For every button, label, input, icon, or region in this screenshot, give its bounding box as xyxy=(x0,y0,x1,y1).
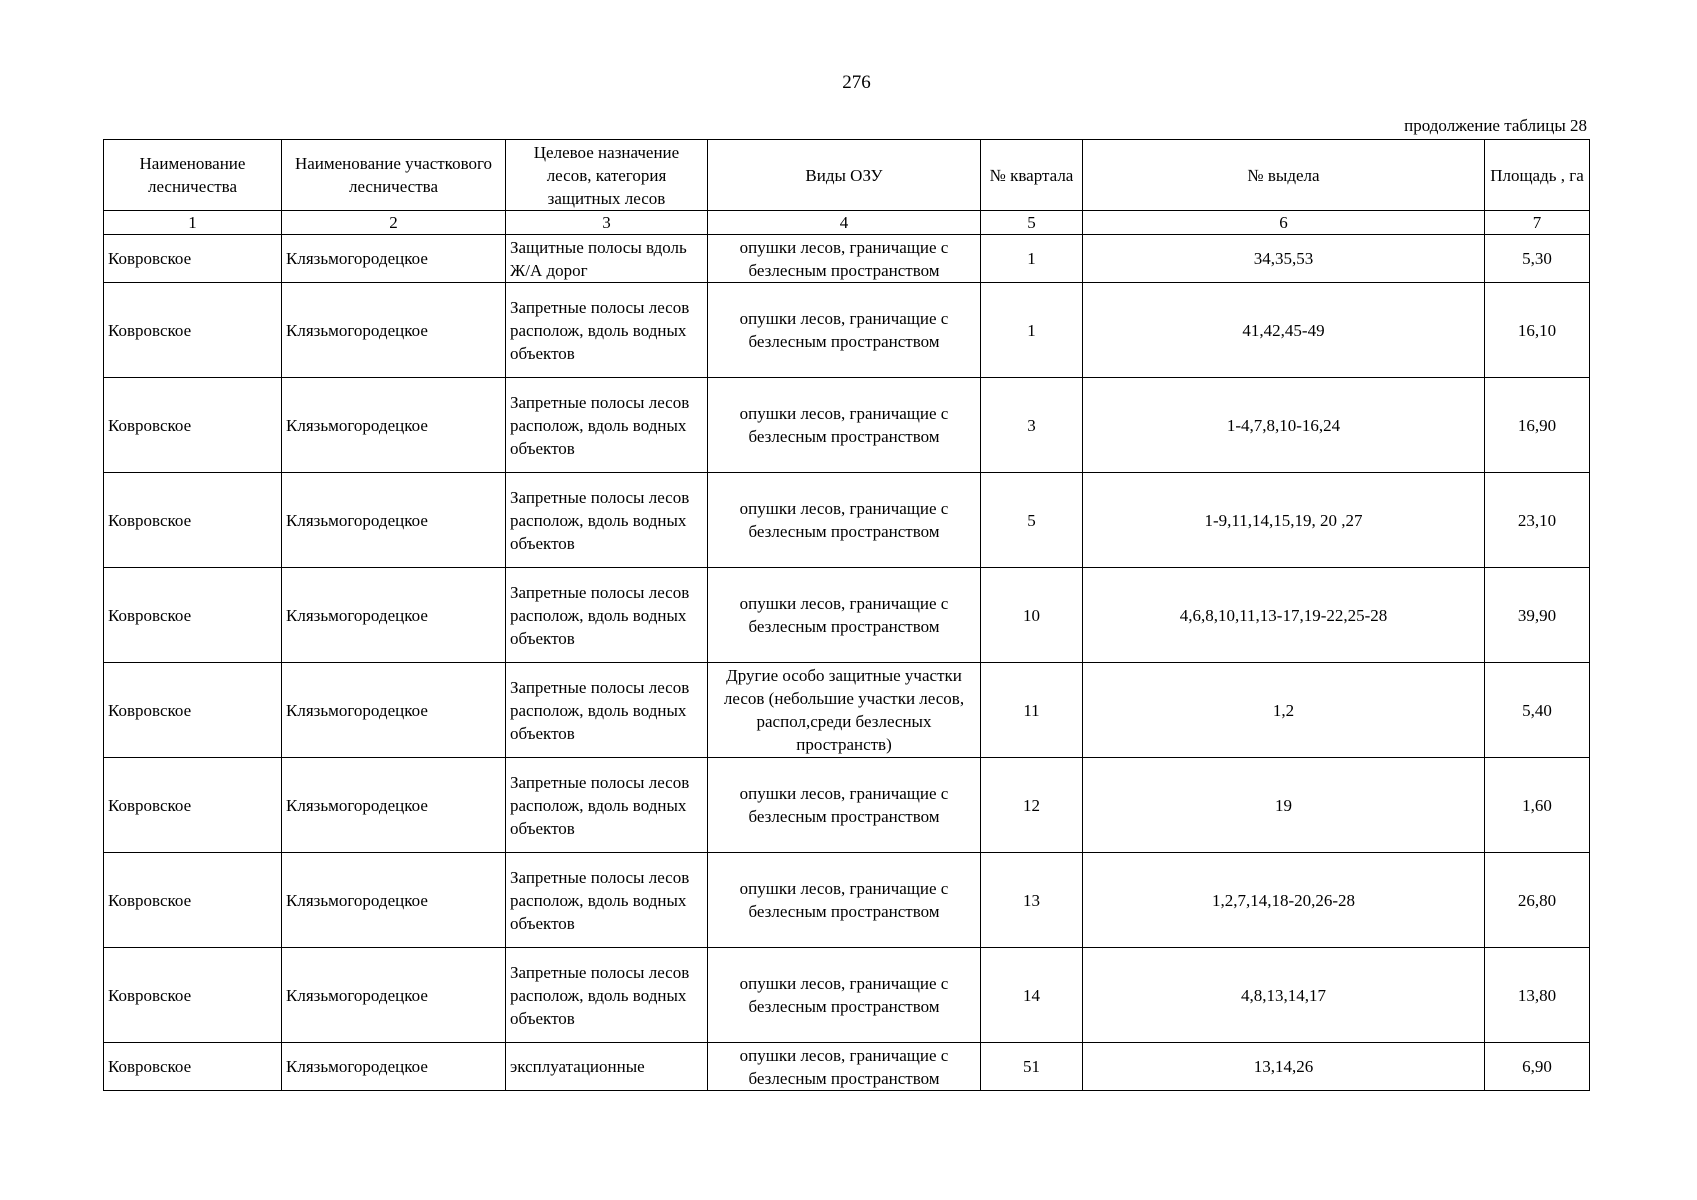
cell-district: Клязьмогородецкое xyxy=(282,663,506,758)
column-number: 5 xyxy=(981,211,1083,235)
cell-area: 26,80 xyxy=(1485,853,1590,948)
cell-forestry: Ковровское xyxy=(104,568,282,663)
cell-district: Клязьмогородецкое xyxy=(282,378,506,473)
column-number: 3 xyxy=(506,211,708,235)
ozu-table xyxy=(103,139,1590,1091)
cell-ozu-type: опушки лесов, граничащие с безлесным пространством xyxy=(708,568,981,663)
cell-plots: 19 xyxy=(1083,758,1485,853)
page-number: 276 xyxy=(842,72,871,93)
table-row xyxy=(104,473,1590,568)
cell-quarter: 14 xyxy=(981,948,1083,1043)
table-row xyxy=(104,758,1590,853)
cell-area: 16,10 xyxy=(1485,283,1590,378)
cell-area: 5,40 xyxy=(1485,663,1590,758)
cell-quarter: 51 xyxy=(981,1043,1083,1091)
header-area: Площадь , га xyxy=(1485,140,1590,211)
cell-ozu-type: Другие особо защитные участки лесов (небольшие участки лесов, распол,среди безлесных пространств) xyxy=(708,663,981,758)
cell-ozu-type: опушки лесов, граничащие с безлесным пространством xyxy=(708,283,981,378)
cell-plots: 1,2 xyxy=(1083,663,1485,758)
table-row xyxy=(104,568,1590,663)
cell-area: 1,60 xyxy=(1485,758,1590,853)
cell-ozu-type: опушки лесов, граничащие с безлесным пространством xyxy=(708,473,981,568)
header-purpose: Целевое назначение лесов, категория защитных лесов xyxy=(506,140,708,211)
cell-ozu-type: опушки лесов, граничащие с безлесным пространством xyxy=(708,853,981,948)
header-ozu-type: Виды ОЗУ xyxy=(708,140,981,211)
cell-district: Клязьмогородецкое xyxy=(282,568,506,663)
cell-forestry: Ковровское xyxy=(104,473,282,568)
cell-district: Клязьмогородецкое xyxy=(282,948,506,1043)
cell-district: Клязьмогородецкое xyxy=(282,283,506,378)
table-continuation-note: продолжение таблицы 28 xyxy=(1404,116,1587,135)
column-number: 7 xyxy=(1485,211,1590,235)
cell-quarter: 13 xyxy=(981,853,1083,948)
cell-plots: 34,35,53 xyxy=(1083,235,1485,283)
cell-area: 23,10 xyxy=(1485,473,1590,568)
cell-purpose: Запретные полосы лесов располож, вдоль водных объектов xyxy=(506,758,708,853)
cell-quarter: 11 xyxy=(981,663,1083,758)
cell-area: 16,90 xyxy=(1485,378,1590,473)
cell-forestry: Ковровское xyxy=(104,1043,282,1091)
cell-forestry: Ковровское xyxy=(104,663,282,758)
cell-area: 13,80 xyxy=(1485,948,1590,1043)
cell-quarter: 3 xyxy=(981,378,1083,473)
cell-plots: 4,6,8,10,11,13-17,19-22,25-28 xyxy=(1083,568,1485,663)
table-row xyxy=(104,853,1590,948)
cell-forestry: Ковровское xyxy=(104,235,282,283)
header-row xyxy=(104,140,1590,211)
cell-ozu-type: опушки лесов, граничащие с безлесным пространством xyxy=(708,378,981,473)
cell-quarter: 1 xyxy=(981,283,1083,378)
cell-quarter: 12 xyxy=(981,758,1083,853)
cell-ozu-type: опушки лесов, граничащие с безлесным пространством xyxy=(708,948,981,1043)
cell-purpose: Запретные полосы лесов располож, вдоль водных объектов xyxy=(506,568,708,663)
cell-area: 6,90 xyxy=(1485,1043,1590,1091)
cell-purpose: Запретные полосы лесов располож, вдоль водных объектов xyxy=(506,473,708,568)
cell-purpose: Запретные полосы лесов располож, вдоль водных объектов xyxy=(506,378,708,473)
cell-quarter: 10 xyxy=(981,568,1083,663)
cell-purpose: Запретные полосы лесов располож, вдоль водных объектов xyxy=(506,663,708,758)
cell-plots: 13,14,26 xyxy=(1083,1043,1485,1091)
header-forestry: Наименование лесничества xyxy=(104,140,282,211)
column-number: 1 xyxy=(104,211,282,235)
table-row xyxy=(104,663,1590,758)
cell-area: 5,30 xyxy=(1485,235,1590,283)
cell-quarter: 1 xyxy=(981,235,1083,283)
cell-forestry: Ковровское xyxy=(104,283,282,378)
header-plots: № выдела xyxy=(1083,140,1485,211)
cell-forestry: Ковровское xyxy=(104,853,282,948)
cell-quarter: 5 xyxy=(981,473,1083,568)
table-row xyxy=(104,948,1590,1043)
header-district: Наименование участкового лесничества xyxy=(282,140,506,211)
cell-ozu-type: опушки лесов, граничащие с безлесным пространством xyxy=(708,758,981,853)
table-row xyxy=(104,1043,1590,1091)
cell-purpose: эксплуатационные xyxy=(506,1043,708,1091)
cell-purpose: Запретные полосы лесов располож, вдоль водных объектов xyxy=(506,853,708,948)
column-number: 6 xyxy=(1083,211,1485,235)
table-row xyxy=(104,235,1590,283)
cell-plots: 1-9,11,14,15,19, 20 ,27 xyxy=(1083,473,1485,568)
cell-plots: 1-4,7,8,10-16,24 xyxy=(1083,378,1485,473)
cell-plots: 41,42,45-49 xyxy=(1083,283,1485,378)
cell-district: Клязьмогородецкое xyxy=(282,235,506,283)
column-number-row xyxy=(104,211,1590,235)
cell-district: Клязьмогородецкое xyxy=(282,473,506,568)
cell-purpose: Запретные полосы лесов располож, вдоль водных объектов xyxy=(506,948,708,1043)
cell-plots: 1,2,7,14,18-20,26-28 xyxy=(1083,853,1485,948)
table-row xyxy=(104,283,1590,378)
cell-forestry: Ковровское xyxy=(104,948,282,1043)
cell-ozu-type: опушки лесов, граничащие с безлесным пространством xyxy=(708,235,981,283)
cell-ozu-type: опушки лесов, граничащие с безлесным пространством xyxy=(708,1043,981,1091)
column-number: 4 xyxy=(708,211,981,235)
header-quarter: № квартала xyxy=(981,140,1083,211)
cell-district: Клязьмогородецкое xyxy=(282,758,506,853)
cell-plots: 4,8,13,14,17 xyxy=(1083,948,1485,1043)
cell-district: Клязьмогородецкое xyxy=(282,1043,506,1091)
cell-forestry: Ковровское xyxy=(104,758,282,853)
cell-district: Клязьмогородецкое xyxy=(282,853,506,948)
cell-purpose: Запретные полосы лесов располож, вдоль водных объектов xyxy=(506,283,708,378)
column-number: 2 xyxy=(282,211,506,235)
cell-forestry: Ковровское xyxy=(104,378,282,473)
cell-purpose: Защитные полосы вдоль Ж/А дорог xyxy=(506,235,708,283)
table-row xyxy=(104,378,1590,473)
cell-area: 39,90 xyxy=(1485,568,1590,663)
